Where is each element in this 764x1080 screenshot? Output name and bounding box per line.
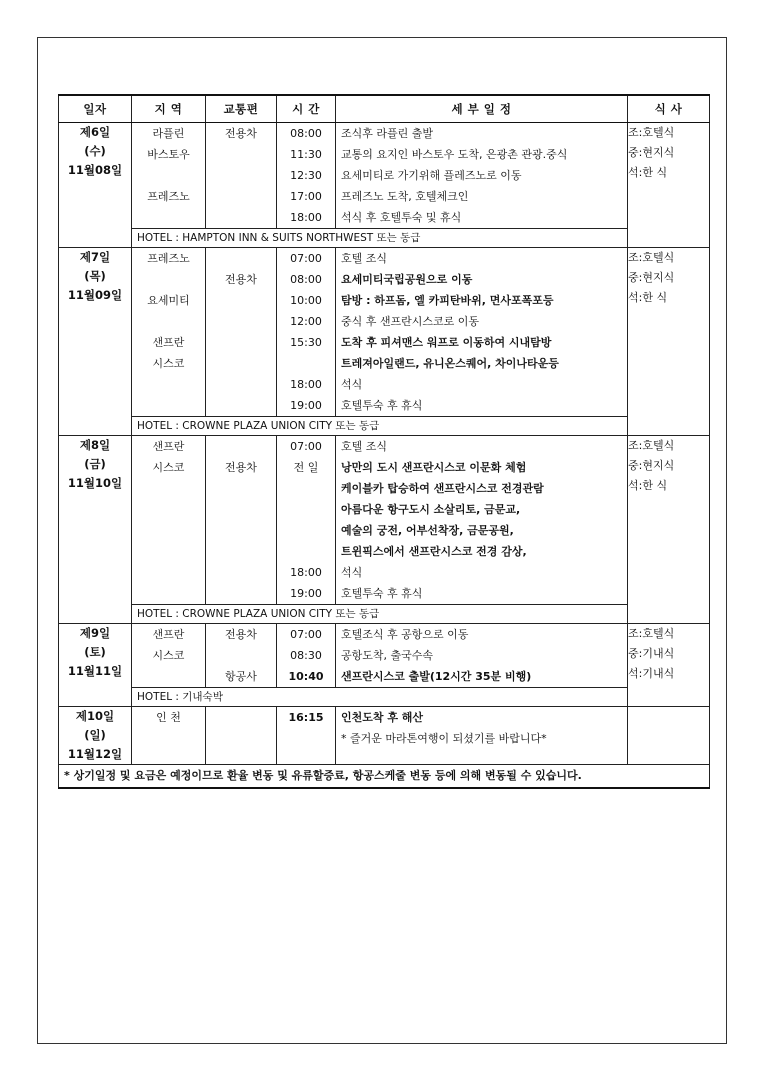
location-line	[132, 583, 205, 604]
location-line: 바스토우	[147, 148, 190, 161]
meal-line: 석:한 식	[628, 291, 668, 304]
activity-line: 아름다운 항구도시 소살리토, 금문교,	[341, 503, 521, 516]
day-label-line: 11월11일	[67, 664, 123, 678]
location-line: 시스코	[152, 649, 185, 662]
meal-line: 석:한 식	[628, 479, 668, 492]
transport-line	[206, 207, 276, 228]
transport-line	[206, 499, 276, 520]
transport-line	[206, 290, 276, 311]
day-label-line: 제6일	[79, 125, 111, 139]
header-detail: 세 부 일 정	[336, 95, 628, 123]
day-label-line: (수)	[84, 144, 106, 158]
time-line: 07:00	[290, 440, 322, 453]
locations-cell	[132, 624, 206, 688]
time-line: 19:00	[290, 587, 322, 600]
activity-line: 탐방 : 하프돔, 엘 카피탄바위, 면사포폭포등	[341, 294, 554, 307]
activity-line: 낭만의 도시 샌프란시스코 이문화 체험	[341, 461, 527, 474]
transport-line	[206, 541, 276, 562]
day-label	[59, 707, 132, 765]
location-line	[132, 207, 205, 228]
locations-cell	[132, 248, 206, 417]
day-label-line: 11월12일	[67, 747, 123, 761]
meal-cell	[628, 624, 710, 707]
itinerary-table	[58, 94, 710, 789]
activity-line: 석식	[341, 566, 363, 579]
locations-cell	[132, 436, 206, 605]
transport-line	[206, 520, 276, 541]
activity-line: 요세미티국립공원으로 이동	[341, 273, 473, 286]
hotel-row	[59, 688, 710, 707]
location-line	[132, 374, 205, 395]
activity-line: 도착 후 피셔맨스 워프로 이동하여 시내탐방	[341, 336, 552, 349]
activities-cell	[336, 707, 628, 765]
day-row	[59, 436, 710, 605]
time-line	[277, 499, 335, 520]
activity-line: 케이블카 탑승하여 샌프란시스코 전경관람	[341, 482, 544, 495]
activity-line: 호텔투숙 후 휴식	[341, 399, 423, 412]
location-line	[132, 520, 205, 541]
day-row	[59, 624, 710, 688]
location-line	[132, 165, 205, 186]
activity-line: 인천도착 후 해산	[341, 711, 424, 724]
time-line: 10:40	[288, 670, 324, 683]
activity-line: 중식 후 샌프란시스코로 이동	[341, 315, 480, 328]
header-time: 시 간	[277, 95, 336, 123]
day-label-line: 11월08일	[67, 163, 123, 177]
time-line: 15:30	[290, 336, 322, 349]
activity-line: 트레져아일랜드, 유니온스퀘어, 차이나타운등	[341, 357, 559, 370]
time-line: 11:30	[290, 148, 322, 161]
location-line: 인 천	[156, 711, 181, 724]
location-line: 프레즈노	[147, 190, 190, 203]
transport-line: 전용차	[225, 628, 257, 641]
location-line	[132, 311, 205, 332]
time-line	[277, 520, 335, 541]
location-line: 프레즈노	[147, 252, 190, 265]
time-line: 12:30	[290, 169, 322, 182]
location-line	[132, 541, 205, 562]
footnote-row	[59, 765, 710, 789]
time-line: 08:30	[290, 649, 322, 662]
day-label-line: (일)	[84, 728, 106, 742]
meal-line: 조:호텔식	[628, 627, 675, 640]
location-line	[132, 478, 205, 499]
activity-line: 석식 후 호텔투숙 및 휴식	[341, 211, 462, 224]
activity-line: 프레즈노 도착, 호텔체크인	[341, 190, 469, 203]
transport-line	[206, 165, 276, 186]
time-line: 08:00	[290, 273, 322, 286]
activity-line: 호텔 조식	[341, 252, 388, 265]
activities-cell	[336, 123, 628, 229]
time-line: 08:00	[290, 127, 322, 140]
locations-cell	[132, 123, 206, 229]
transport-line	[206, 144, 276, 165]
activity-line: 공항도착, 출국수속	[341, 649, 434, 662]
meal-line: 석:기내식	[628, 667, 675, 680]
transport-line	[206, 583, 276, 604]
time-line: 18:00	[290, 566, 322, 579]
location-line	[132, 666, 205, 687]
transport-line	[206, 478, 276, 499]
itinerary-body	[59, 123, 710, 789]
transport-line	[206, 645, 276, 666]
time-line: 18:00	[290, 211, 322, 224]
transport-line	[206, 374, 276, 395]
activity-line: 호텔조식 후 공항으로 이동	[341, 628, 469, 641]
location-line	[132, 728, 205, 749]
hotel-row	[59, 229, 710, 248]
hotel-info: HOTEL : HAMPTON INN & SUITS NORTHWEST 또는 동급	[132, 229, 628, 248]
transport-cell	[206, 436, 277, 605]
day-label-line: (금)	[84, 457, 106, 471]
day-label	[59, 436, 132, 624]
locations-cell	[132, 707, 206, 765]
activity-line: 호텔 조식	[341, 440, 388, 453]
time-line: 전 일	[293, 461, 319, 474]
transport-line	[206, 395, 276, 416]
time-line	[277, 541, 335, 562]
activities-cell	[336, 624, 628, 688]
day-label-line: 제9일	[79, 626, 111, 640]
transport-line	[206, 728, 276, 749]
time-line: 12:00	[290, 315, 322, 328]
meal-line: 조:호텔식	[628, 251, 675, 264]
transport-line	[206, 353, 276, 374]
location-line: 시스코	[152, 461, 185, 474]
meal-line: 조:호텔식	[628, 439, 675, 452]
day-label-line: 11월09일	[67, 288, 123, 302]
day-label-line: (목)	[84, 269, 106, 283]
hotel-info: HOTEL : CROWNE PLAZA UNION CITY 또는 동급	[132, 417, 628, 436]
transport-line	[206, 436, 276, 457]
day-label-line: 제8일	[79, 438, 111, 452]
location-line: 샌프란	[152, 336, 185, 349]
transport-line	[206, 311, 276, 332]
time-line: 10:00	[290, 294, 322, 307]
day-label	[59, 123, 132, 248]
meal-cell	[628, 436, 710, 624]
hotel-row	[59, 605, 710, 624]
time-line: 19:00	[290, 399, 322, 412]
location-line: 라플린	[152, 127, 185, 140]
time-line	[277, 728, 335, 749]
activity-line: * 즐거운 마라톤여행이 되셨기를 바랍니다*	[341, 732, 547, 745]
day-row	[59, 707, 710, 765]
transport-cell	[206, 123, 277, 229]
header-region: 지 역	[132, 95, 206, 123]
meal-line: 조:호텔식	[628, 126, 675, 139]
meal-cell	[628, 123, 710, 248]
activity-line: 샌프란시스코 출발(12시간 35분 비행)	[341, 670, 532, 683]
time-line	[277, 353, 335, 374]
location-line	[132, 499, 205, 520]
day-label-line: 제10일	[75, 709, 115, 723]
activity-line: 석식	[341, 378, 363, 391]
day-label	[59, 248, 132, 436]
day-row	[59, 248, 710, 417]
activity-line: 요세미티로 가기위해 플레즈노로 이동	[341, 169, 522, 182]
times-cell	[277, 436, 336, 605]
transport-line: 전용차	[225, 461, 257, 474]
time-line: 17:00	[290, 190, 322, 203]
hotel-info: HOTEL : CROWNE PLAZA UNION CITY 또는 동급	[132, 605, 628, 624]
location-line	[132, 395, 205, 416]
day-row	[59, 123, 710, 229]
hotel-info: HOTEL : 기내숙박	[132, 688, 628, 707]
transport-line	[206, 248, 276, 269]
transport-line: 전용차	[225, 127, 257, 140]
activity-line: 교통의 요지인 바스토우 도착, 은광촌 관광.중식	[341, 148, 568, 161]
time-line: 16:15	[288, 711, 324, 724]
day-label	[59, 624, 132, 707]
day-label-line: 11월10일	[67, 476, 123, 490]
meal-line: 중:기내식	[628, 647, 675, 660]
meal-line: 중:현지식	[628, 459, 675, 472]
transport-line	[206, 186, 276, 207]
times-cell	[277, 707, 336, 765]
day-label-line: 제7일	[79, 250, 111, 264]
times-cell	[277, 624, 336, 688]
time-line: 07:00	[290, 628, 322, 641]
transport-line: 전용차	[225, 273, 257, 286]
times-cell	[277, 248, 336, 417]
location-line: 샌프란	[152, 628, 185, 641]
activity-line: 조식후 라플린 출발	[341, 127, 434, 140]
activities-cell	[336, 436, 628, 605]
location-line: 요세미티	[147, 294, 190, 307]
activity-line: 예술의 궁전, 어부선착장, 금문공원,	[341, 524, 514, 537]
hotel-row	[59, 417, 710, 436]
location-line	[132, 269, 205, 290]
header-date: 일자	[59, 95, 132, 123]
meal-cell	[628, 707, 710, 765]
transport-cell	[206, 707, 277, 765]
header-transport: 교통편	[206, 95, 277, 123]
meal-line: 중:현지식	[628, 146, 675, 159]
transport-cell	[206, 248, 277, 417]
transport-cell	[206, 624, 277, 688]
time-line	[277, 478, 335, 499]
time-line: 07:00	[290, 252, 322, 265]
meal-line: 석:한 식	[628, 166, 668, 179]
header-meal: 식 사	[628, 95, 710, 123]
header-row	[59, 95, 710, 123]
activities-cell	[336, 248, 628, 417]
activity-line: 트윈픽스에서 샌프란시스코 전경 감상,	[341, 545, 527, 558]
activity-line: 호텔투숙 후 휴식	[341, 587, 423, 600]
times-cell	[277, 123, 336, 229]
location-line: 시스코	[152, 357, 185, 370]
meal-cell	[628, 248, 710, 436]
location-line	[132, 562, 205, 583]
day-label-line: (토)	[84, 645, 106, 659]
location-line: 샌프란	[152, 440, 185, 453]
meal-line: 중:현지식	[628, 271, 675, 284]
transport-line	[206, 562, 276, 583]
transport-line: 항공사	[225, 670, 257, 683]
footnote: * 상기일정 및 요금은 예정이므로 환율 변동 및 유류할증료, 항공스케줄 변동 등에 의해 변동될 수 있습니다.	[59, 765, 710, 789]
time-line: 18:00	[290, 378, 322, 391]
transport-line	[206, 707, 276, 728]
transport-line	[206, 332, 276, 353]
